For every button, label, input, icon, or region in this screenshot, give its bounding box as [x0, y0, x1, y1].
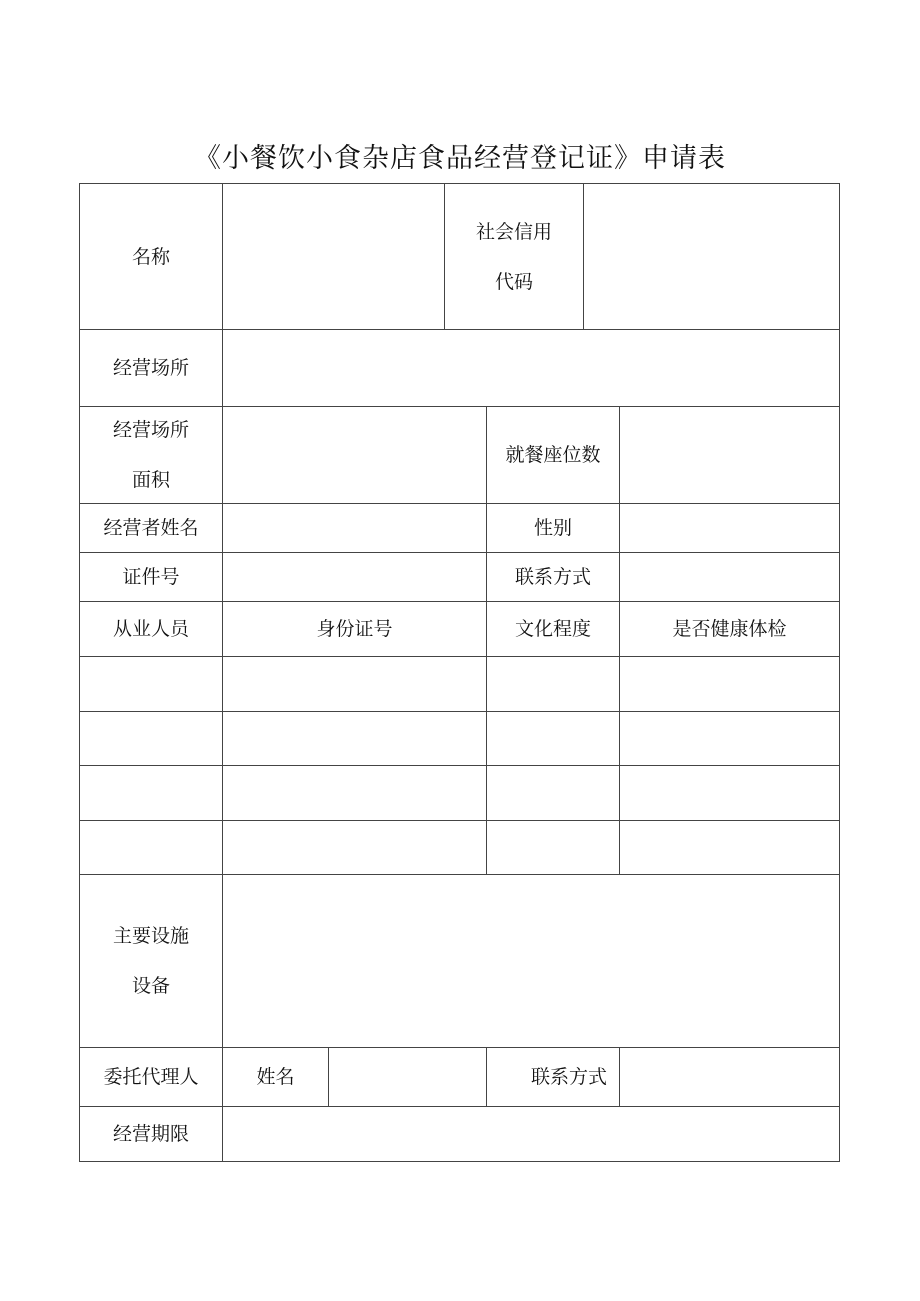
period-field[interactable] [223, 1107, 839, 1161]
contact-field[interactable] [620, 553, 839, 601]
id-field[interactable] [223, 553, 486, 601]
staff-row[interactable] [80, 657, 839, 711]
agent-name-label: 姓名 [256, 1066, 295, 1088]
credit-code-label [445, 184, 583, 329]
premises-field[interactable] [223, 330, 839, 406]
staff-row[interactable] [80, 821, 839, 874]
area-label-line1: 经营场所 [112, 419, 189, 441]
name-label: 名称 [131, 245, 170, 268]
area-label-line2: 面积 [131, 469, 170, 491]
education-label: 文化程度 [514, 618, 591, 640]
contact-label: 联系方式 [514, 566, 591, 588]
seats-field[interactable] [620, 407, 839, 503]
facilities-label [80, 875, 222, 1047]
premises-label: 经营场所 [112, 357, 189, 379]
facilities-label-line2: 设备 [131, 975, 170, 997]
operator-name-label: 经营者姓名 [103, 517, 199, 539]
agent-name-field[interactable] [329, 1048, 486, 1106]
credit-code-label-line2: 代码 [494, 270, 533, 293]
form-title: 《小餐饮小食杂店食品经营登记证》申请表 [194, 143, 726, 174]
credit-code-label-line1: 社会信用 [475, 220, 552, 243]
area-field[interactable] [223, 407, 486, 503]
health-check-label: 是否健康体检 [672, 618, 787, 640]
staff-label: 从业人员 [112, 618, 189, 640]
agent-contact-field[interactable] [620, 1048, 839, 1106]
gender-field[interactable] [620, 504, 839, 552]
staff-row[interactable] [80, 766, 839, 820]
agent-label: 委托代理人 [103, 1066, 199, 1088]
area-label [80, 407, 222, 503]
id-label: 证件号 [122, 566, 180, 588]
facilities-field[interactable] [223, 875, 839, 1047]
name-field[interactable] [223, 184, 444, 329]
period-label: 经营期限 [112, 1123, 189, 1145]
credit-code-field[interactable] [584, 184, 839, 329]
facilities-label-line1: 主要设施 [112, 925, 189, 947]
agent-contact-label: 联系方式 [530, 1066, 607, 1088]
operator-name-field[interactable] [223, 504, 486, 552]
staff-id-label: 身份证号 [316, 618, 393, 640]
seats-label: 就餐座位数 [505, 444, 601, 466]
staff-row[interactable] [80, 712, 839, 765]
gender-label: 性别 [533, 517, 572, 539]
